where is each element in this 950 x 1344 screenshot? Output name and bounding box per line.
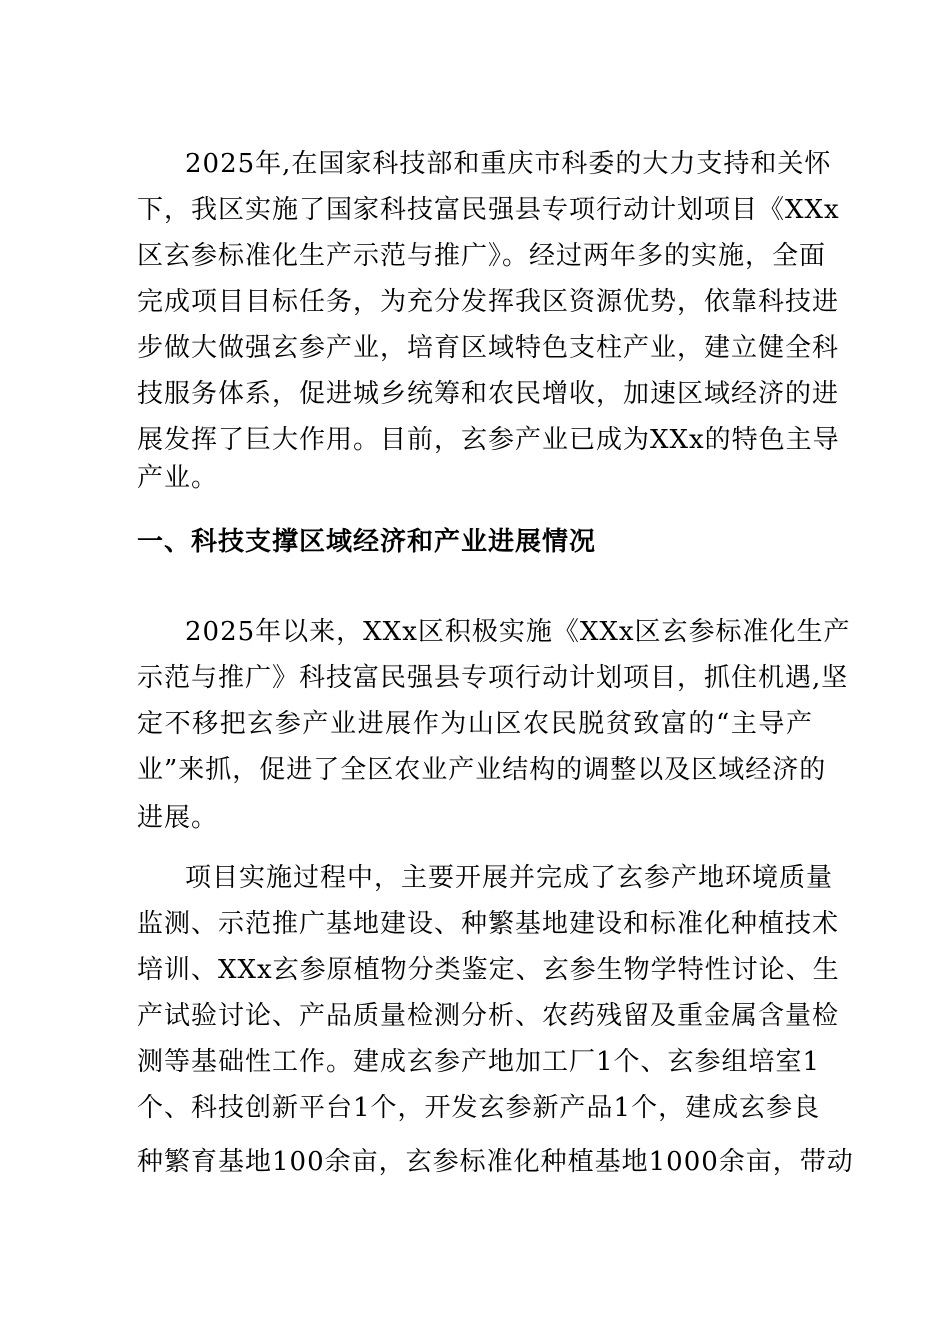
section-heading: 一、科技支撑区域经济和产业进展情况: [137, 527, 597, 557]
text-line: 2025年以来，XXx区积极实施《XXx区玄参标准化生产: [185, 617, 851, 647]
text-line: 个、科技创新平台1个，开发玄参新产品1个，建成玄参良: [137, 1093, 821, 1123]
text-line: 项目实施过程中，主要开展并完成了玄参产地环境质量: [185, 863, 834, 893]
text-line: 技服务体系，促进城乡统筹和农民增收，加速区域经济的进: [137, 379, 840, 409]
text-line: 2025年,在国家科技部和重庆市科委的大力支持和关怀: [185, 149, 832, 179]
text-line: 培训、XXx玄参原植物分类鉴定、玄参生物学特性讨论、生: [137, 955, 840, 985]
text-line: 完成项目目标任务，为充分发挥我区资源优势，依靠科技进: [137, 287, 840, 317]
text-line: 展发挥了巨大作用。目前，玄参产业已成为XXx的特色主导: [137, 425, 840, 455]
text-line: 产业。: [137, 463, 219, 493]
text-line: 下，我区实施了国家科技富民强县专项行动计划项目《XXx: [137, 195, 840, 225]
text-line: 监测、示范推广基地建设、种繁基地建设和标准化种植技术: [137, 909, 840, 939]
text-line: 种繁育基地100余亩，玄参标准化种植基地1000余亩，带动: [137, 1147, 854, 1177]
text-line: 步做大做强玄参产业，培育区域特色支柱产业，建立健全科: [137, 333, 840, 363]
text-line: 产试验讨论、产品质量检测分析、农药残留及重金属含量检: [137, 1001, 840, 1031]
text-line: 进展。: [137, 803, 219, 833]
text-line: 测等基础性工作。建成玄参产地加工厂1个、玄参组培室1: [137, 1047, 821, 1077]
text-line: 定不移把玄参产业进展作为山区农民脱贫致富的“主导产: [137, 709, 813, 739]
text-line: 区玄参标准化生产示范与推广》。经过两年多的实施，全面: [137, 241, 827, 271]
text-line: 业”来抓，促进了全区农业产业结构的调整以及区域经济的: [137, 755, 827, 785]
text-line: 示范与推广》科技富民强县专项行动计划项目，抓住机遇,坚: [137, 663, 849, 693]
